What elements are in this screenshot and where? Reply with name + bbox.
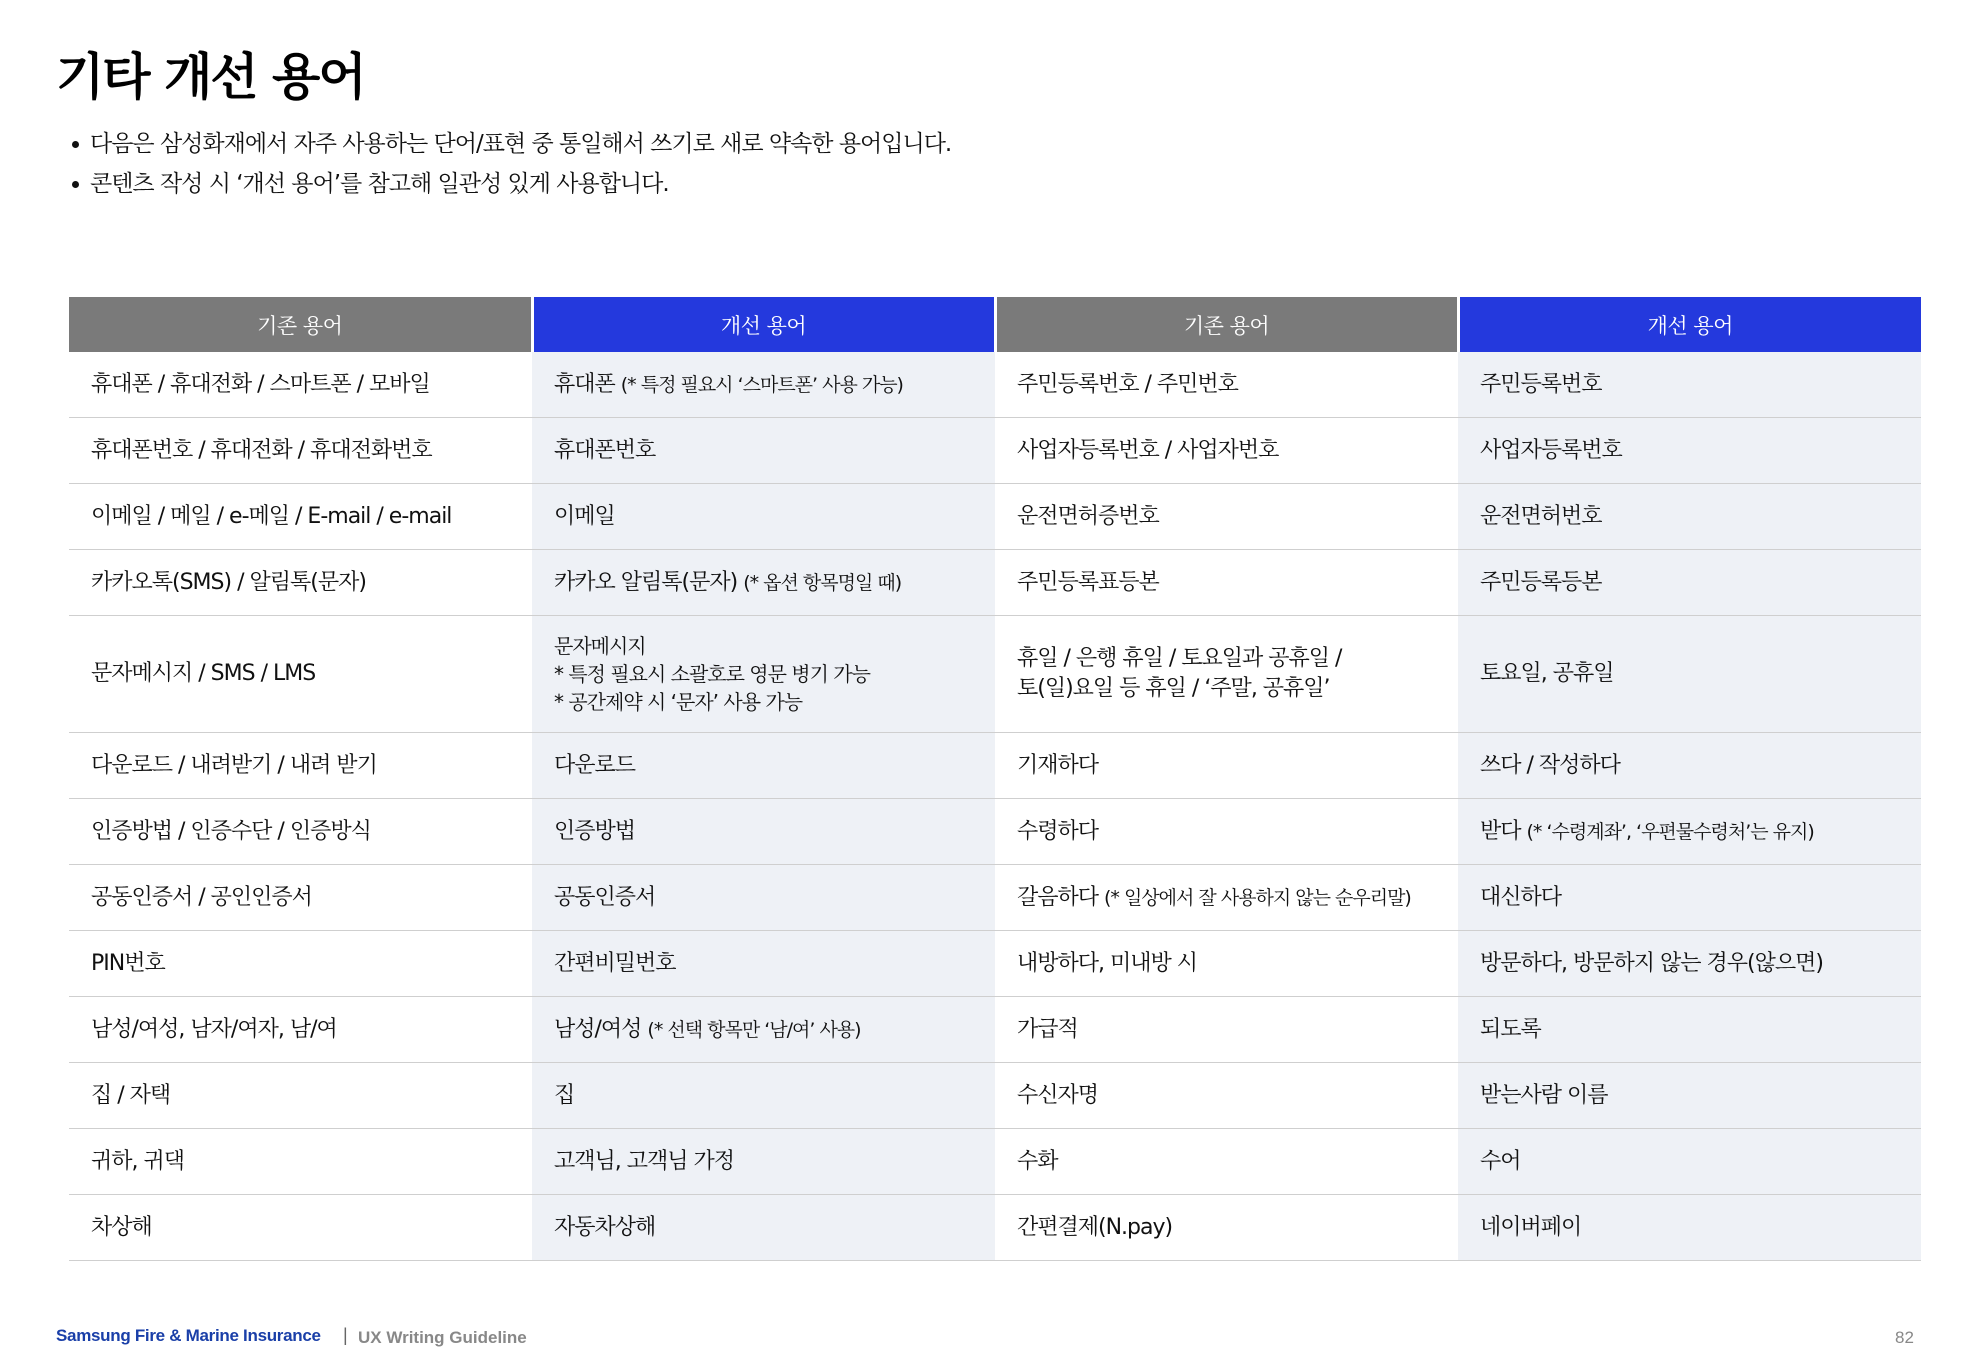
new-term-cell (532, 616, 995, 733)
page-title: 기타 개선 용어 (56, 48, 365, 106)
table-header-row (69, 297, 1921, 352)
old-term-cell: 가급적 (995, 997, 1458, 1063)
bullet-dot-icon (72, 141, 79, 148)
new-term-cell (1458, 799, 1921, 865)
old-term-cell: 내방하다, 미내방 시 (995, 931, 1458, 997)
new-term-cell: 이메일 (532, 484, 995, 550)
term-note: (* 선택 항목만 ‘남/여’ 사용) (647, 1018, 861, 1041)
footer-separator: | (343, 1325, 348, 1345)
new-term-cell: 되도록 (1458, 997, 1921, 1063)
table-row (69, 865, 1921, 931)
old-term-cell (995, 616, 1458, 733)
new-term-cell: 운전면허번호 (1458, 484, 1921, 550)
old-term-cell: 문자메시지 / SMS / LMS (69, 616, 532, 733)
new-term-cell (532, 550, 995, 616)
table-row (69, 1063, 1921, 1129)
old-term-cell: 휴대폰번호 / 휴대전화 / 휴대전화번호 (69, 418, 532, 484)
new-term-text: 휴대폰 (554, 371, 615, 397)
table-row (69, 733, 1921, 799)
new-term-cell: 대신하다 (1458, 865, 1921, 931)
terms-table (69, 297, 1921, 1261)
new-term-cell: 다운로드 (532, 733, 995, 799)
header-new-terms-right: 개선 용어 (1458, 297, 1921, 352)
old-term-cell: 차상해 (69, 1195, 532, 1261)
table-row (69, 1129, 1921, 1195)
old-term-cell: 공동인증서 / 공인인증서 (69, 865, 532, 931)
old-term-cell: 인증방법 / 인증수단 / 인증방식 (69, 799, 532, 865)
term-note: (* 옵션 항목명일 때) (743, 571, 902, 594)
old-term-cell: 주민등록표등본 (995, 550, 1458, 616)
new-term-cell: 집 (532, 1063, 995, 1129)
new-term-cell: 수어 (1458, 1129, 1921, 1195)
intro-bullet-text: 다음은 삼성화재에서 자주 사용하는 단어/표현 중 통일해서 쓰기로 새로 약속한 용어입니다. (90, 131, 952, 157)
new-term-text: 남성/여성 (554, 1016, 642, 1042)
footer-brand-logo: Samsung Fire & Marine Insurance (56, 1326, 321, 1345)
old-term-cell: 귀하, 귀댁 (69, 1129, 532, 1195)
new-term-cell: 인증방법 (532, 799, 995, 865)
old-term-cell: 수신자명 (995, 1063, 1458, 1129)
table-row (69, 1195, 1921, 1261)
footer-guide-title: UX Writing Guideline (358, 1328, 527, 1347)
intro-bullet-text: 콘텐츠 작성 시 ‘개선 용어’를 참고해 일관성 있게 사용합니다. (90, 171, 669, 197)
term-note: (* 일상에서 잘 사용하지 않는 순우리말) (1104, 886, 1411, 909)
intro-bullet (70, 124, 951, 164)
table-row (69, 997, 1921, 1063)
old-term-cell: 다운로드 / 내려받기 / 내려 받기 (69, 733, 532, 799)
new-term-cell: 자동차상해 (532, 1195, 995, 1261)
new-term-line: 문자메시지 (554, 634, 646, 658)
header-new-terms-left: 개선 용어 (532, 297, 995, 352)
new-term-cell: 네이버페이 (1458, 1195, 1921, 1261)
new-term-cell: 토요일, 공휴일 (1458, 616, 1921, 733)
new-term-cell: 받는사람 이름 (1458, 1063, 1921, 1129)
new-term-cell: 주민등록번호 (1458, 352, 1921, 418)
old-term-line: 휴일 / 은행 휴일 / 토요일과 공휴일 / (1017, 646, 1342, 671)
new-term-cell: 쓰다 / 작성하다 (1458, 733, 1921, 799)
term-note: (* ‘수령계좌’, ‘우편물수령처’는 유지) (1526, 820, 1814, 843)
new-term-text: 받다 (1480, 818, 1521, 844)
term-note: (* 특정 필요시 ‘스마트폰’ 사용 가능) (620, 373, 903, 396)
new-term-cell: 공동인증서 (532, 865, 995, 931)
new-term-cell: 주민등록등본 (1458, 550, 1921, 616)
term-note-line: * 특정 필요시 소괄호로 영문 병기 가능 (554, 662, 870, 686)
new-term-cell: 고객님, 고객님 가정 (532, 1129, 995, 1195)
new-term-cell: 간편비밀번호 (532, 931, 995, 997)
old-term-cell: 남성/여성, 남자/여자, 남/여 (69, 997, 532, 1063)
term-note-line: * 공간제약 시 ‘문자’ 사용 가능 (554, 690, 803, 714)
table-row (69, 616, 1921, 733)
new-term-cell: 사업자등록번호 (1458, 418, 1921, 484)
old-term-cell: 주민등록번호 / 주민번호 (995, 352, 1458, 418)
terms-table-container (69, 297, 1921, 1261)
new-term-cell: 방문하다, 방문하지 않는 경우(않으면) (1458, 931, 1921, 997)
old-term-cell: 수령하다 (995, 799, 1458, 865)
old-term-cell: 집 / 자택 (69, 1063, 532, 1129)
page-number: 82 (1895, 1328, 1914, 1347)
old-term-cell: 이메일 / 메일 / e-메일 / E-mail / e-mail (69, 484, 532, 550)
new-term-cell (532, 997, 995, 1063)
old-term-cell: 수화 (995, 1129, 1458, 1195)
header-old-terms-left: 기존 용어 (69, 297, 532, 352)
intro-bullet (70, 164, 951, 204)
table-row (69, 352, 1921, 418)
new-term-text: 카카오 알림톡(문자) (554, 569, 738, 595)
old-term-cell (995, 865, 1458, 931)
intro-bullet-list (70, 124, 951, 204)
header-old-terms-right: 기존 용어 (995, 297, 1458, 352)
old-term-cell: 간편결제(N.pay) (995, 1195, 1458, 1261)
new-term-cell: 휴대폰번호 (532, 418, 995, 484)
old-term-text: 갈음하다 (1017, 884, 1099, 910)
old-term-cell: 카카오톡(SMS) / 알림톡(문자) (69, 550, 532, 616)
table-row (69, 418, 1921, 484)
old-term-cell: 휴대폰 / 휴대전화 / 스마트폰 / 모바일 (69, 352, 532, 418)
table-row (69, 550, 1921, 616)
old-term-cell: 운전면허증번호 (995, 484, 1458, 550)
old-term-cell: PIN번호 (69, 931, 532, 997)
old-term-cell: 기재하다 (995, 733, 1458, 799)
new-term-cell (532, 352, 995, 418)
table-row (69, 931, 1921, 997)
bullet-dot-icon (72, 181, 79, 188)
table-row (69, 799, 1921, 865)
old-term-line: 토(일)요일 등 휴일 / ‘주말, 공휴일’ (1017, 676, 1330, 701)
table-row (69, 484, 1921, 550)
old-term-cell: 사업자등록번호 / 사업자번호 (995, 418, 1458, 484)
